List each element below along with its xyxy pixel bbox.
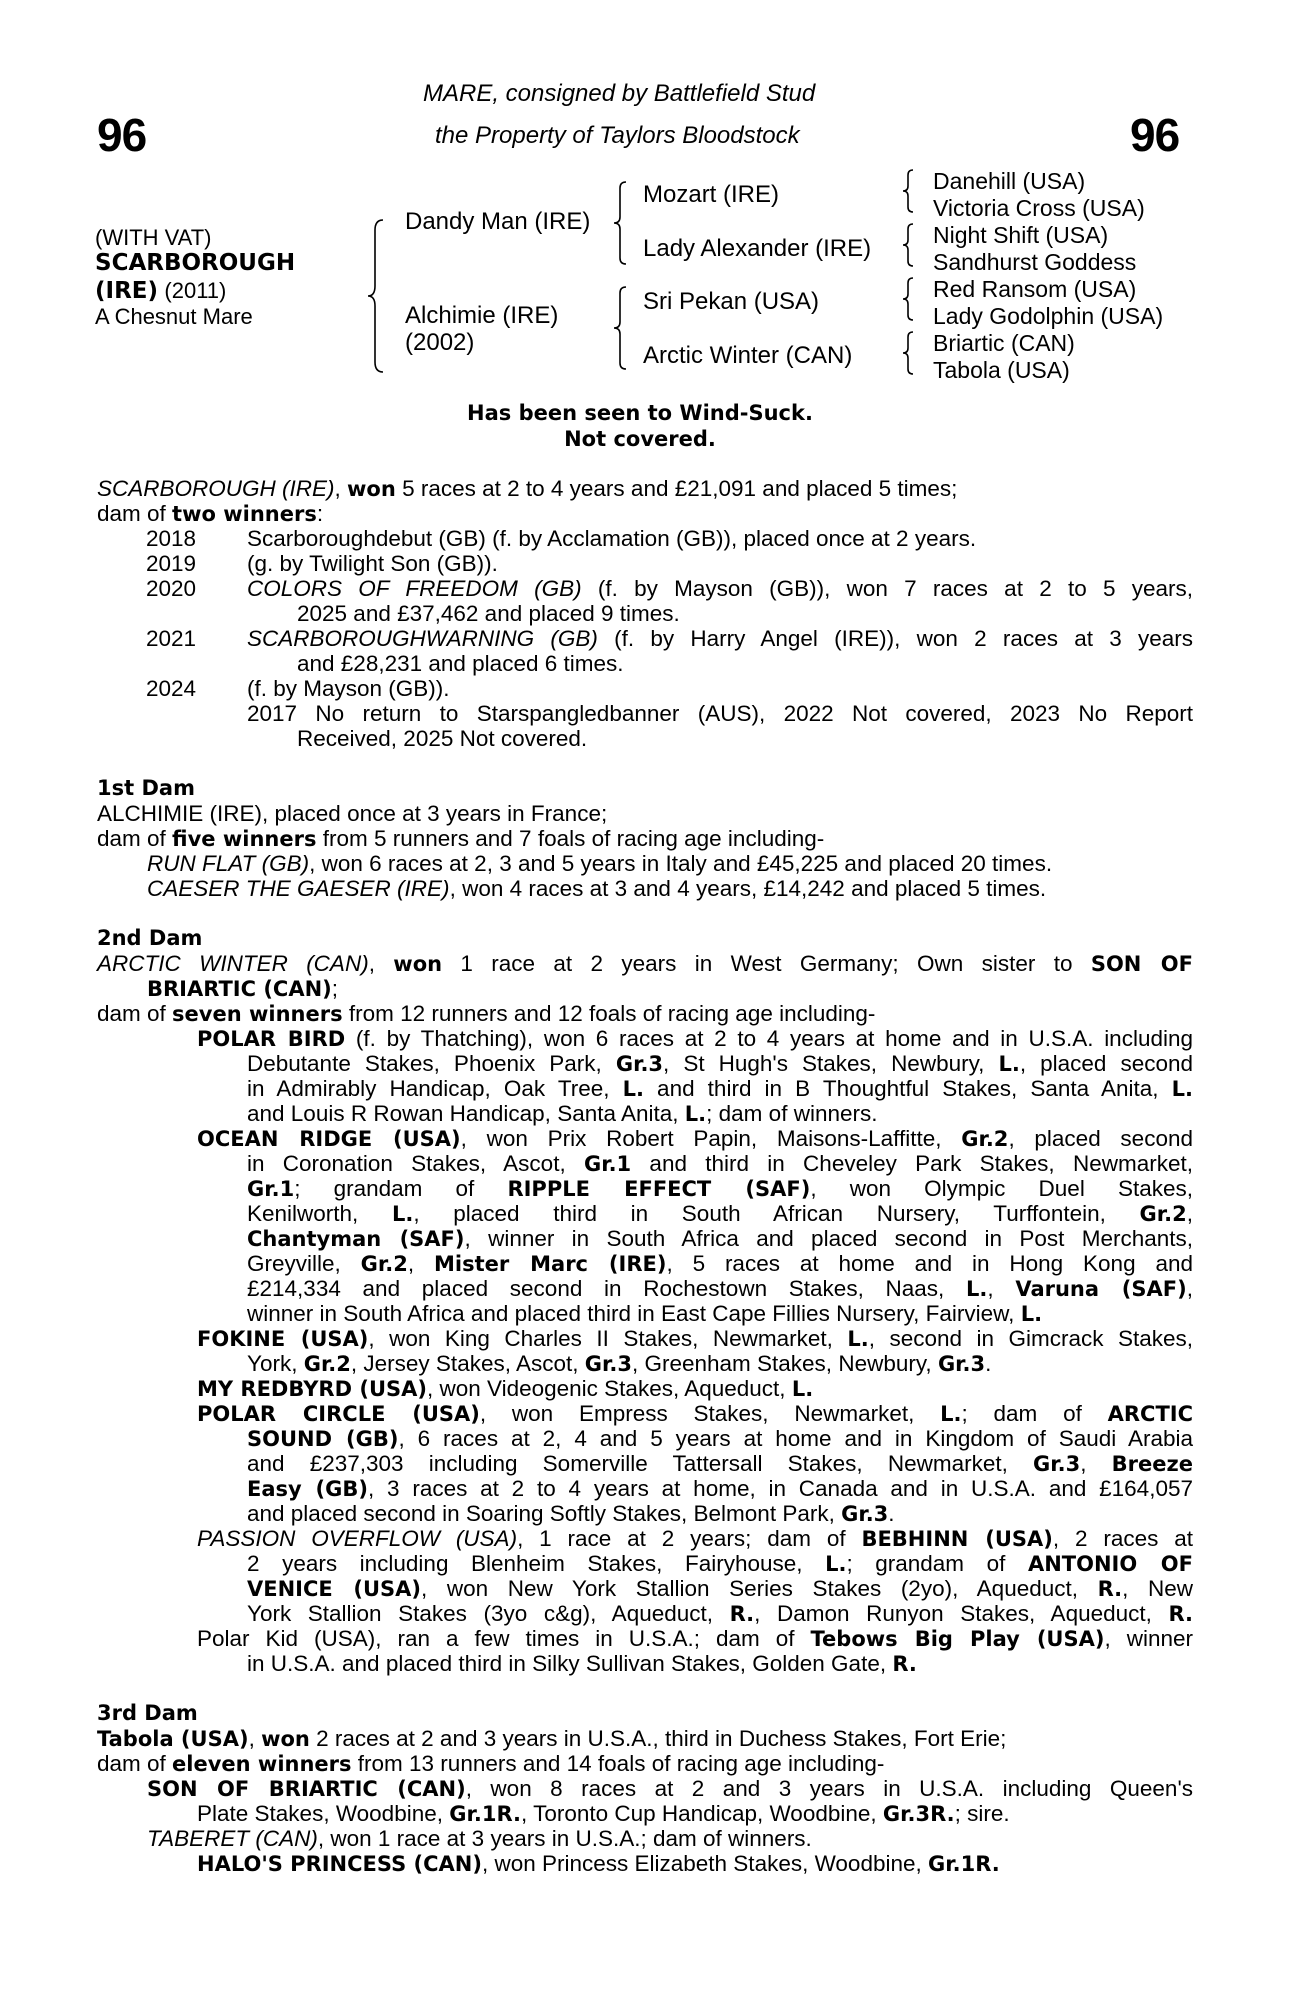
offspring-line — [247, 1201, 1193, 1227]
text: , — [334, 476, 348, 501]
text: , — [248, 1726, 262, 1751]
mare-dam-of — [97, 501, 1193, 527]
text: , — [1186, 1276, 1193, 1301]
produce-text — [247, 626, 1193, 651]
italic-text: TABERET (CAN) — [147, 1826, 318, 1851]
produce-note: 2017 No return to Starspangledbanner (AUS), 2022 Not covered, 2023 No Report — [247, 701, 1193, 726]
bold-text: L. — [825, 1552, 847, 1576]
bold-text: SOUND (GB) — [247, 1427, 399, 1451]
text: : — [316, 501, 324, 526]
pedigree-sire: Dandy Man (IRE) — [405, 208, 591, 235]
produce-name: SCARBOROUGHWARNING (GB) — [247, 626, 598, 651]
text: , placed second — [1019, 1051, 1194, 1076]
pedigree-dam: Alchimie (IRE) — [405, 302, 559, 329]
text: , Jersey Stakes, Ascot, — [350, 1351, 585, 1376]
pedigree-brace-g4-2 — [901, 222, 917, 268]
bold-text: OCEAN RIDGE (USA) — [197, 1127, 461, 1151]
offspring-line — [247, 1451, 1193, 1477]
produce-year: 2021 — [146, 626, 197, 651]
offspring-line — [247, 1601, 1193, 1627]
text: from 13 runners and 14 foals of racing age including- — [351, 1751, 885, 1776]
pedigree-brace-dam — [612, 285, 632, 371]
bold-text: POLAR CIRCLE (USA) — [197, 1402, 480, 1426]
text: , 5 races at home and in Hong Kong and — [666, 1251, 1193, 1276]
pedigree-gen4-7: Briartic (CAN) — [933, 330, 1075, 356]
text: 2 races at 2 and 3 years in U.S.A., third in Duchess Stakes, Fort Erie; — [309, 1726, 1007, 1751]
won-label: won — [393, 952, 443, 976]
text: , — [1186, 1201, 1193, 1226]
offspring-line — [247, 1476, 1193, 1502]
offspring-line — [247, 1576, 1193, 1602]
won-label: won — [347, 477, 396, 501]
offspring-line — [247, 1251, 1193, 1277]
offspring-line — [197, 1626, 1193, 1652]
text: Kenilworth, — [247, 1201, 392, 1226]
bold-text: R. — [729, 1602, 755, 1626]
text: in Admirably Handicap, Oak Tree, — [247, 1076, 623, 1101]
bold-text: Chantyman (SAF) — [247, 1227, 465, 1251]
text: , 3 races at 2 to 4 years at home, in Canada and in U.S.A. and £164,057 — [368, 1476, 1193, 1501]
text: dam of — [97, 1001, 173, 1026]
bold-text: Breeze — [1111, 1452, 1193, 1476]
text: Greyville, — [247, 1251, 361, 1276]
pedigree-brace-main — [365, 218, 389, 374]
text: ; dam of winners. — [706, 1101, 878, 1126]
lot-number-left: 96 — [97, 109, 147, 161]
warning-note — [390, 400, 890, 452]
text: , Damon Runyon Stakes, Aqueduct, — [754, 1601, 1169, 1626]
bold-text: Gr.3 — [937, 1352, 986, 1376]
text: ; grandam of — [294, 1176, 508, 1201]
warning-wind-suck: Has been seen to Wind-Suck. — [467, 401, 813, 425]
bold-text: Gr.2 — [303, 1352, 351, 1376]
bold-text: Gr.2 — [1139, 1202, 1187, 1226]
bold-text: Gr.1R. — [449, 1802, 521, 1826]
text: , Greenham Stakes, Newbury, — [631, 1351, 938, 1376]
text: dam of — [97, 501, 173, 526]
produce-year: 2019 — [146, 551, 197, 576]
winners-count: eleven winners — [172, 1752, 352, 1776]
offspring-line — [147, 1776, 1193, 1802]
offspring-line — [197, 1401, 1193, 1427]
bold-text: Gr.1 — [247, 1177, 295, 1201]
offspring-name: CAESER THE GAESER (IRE) — [147, 876, 450, 901]
pedigree-dam-year: (2002) — [405, 329, 475, 356]
bold-text: Gr.2 — [961, 1127, 1009, 1151]
bold-text: Easy (GB) — [247, 1477, 368, 1501]
offspring-line — [197, 1326, 1193, 1352]
text: , won 8 races at 2 and 3 years in U.S.A. including Queen's — [465, 1776, 1193, 1801]
text: , St Hugh's Stakes, Newbury, — [663, 1051, 999, 1076]
text: (f. by Thatching), won 6 races at 2 to 4 years at home and in U.S.A. including — [345, 1026, 1194, 1051]
bold-text: Gr.3 — [1033, 1452, 1081, 1476]
produce-text: Scarboroughdebut (GB) (f. by Acclamation (GB)), placed once at 2 years. — [247, 526, 977, 551]
text: 2 years including Blenheim Stakes, Fairyhouse, — [247, 1551, 826, 1576]
bold-text: L. — [1020, 1302, 1043, 1326]
dam-name: ARCTIC WINTER (CAN) — [97, 951, 369, 976]
horse-year: (2011) — [164, 278, 227, 303]
pedigree-gen3-3: Sri Pekan (USA) — [643, 288, 820, 315]
bold-text: L. — [940, 1402, 962, 1426]
text: winner in South Africa and placed third in East Cape Fillies Nursery, Fairview, — [247, 1301, 1021, 1326]
text: (f. by Harry Angel (IRE)), won 2 races at 3 years — [597, 626, 1193, 651]
text: Plate Stakes, Woodbine, — [197, 1801, 450, 1826]
offspring-line — [197, 1801, 1010, 1827]
text: , winner in South Africa and placed second in Post Merchants, — [464, 1226, 1193, 1251]
pedigree-gen3-4: Arctic Winter (CAN) — [643, 342, 853, 369]
bold-text: L. — [998, 1052, 1020, 1076]
text: , won Olympic Duel Stakes, — [810, 1176, 1193, 1201]
vat-label: (WITH VAT) — [95, 225, 212, 250]
third-dam-heading: 3rd Dam — [97, 1701, 198, 1725]
text: , — [407, 1251, 434, 1276]
lot-number-right: 96 — [1130, 109, 1180, 161]
text: , won Empress Stakes, Newmarket, — [479, 1401, 941, 1426]
text: , 6 races at 2, 4 and 5 years at home and in Kingdom of Saudi Arabia — [398, 1426, 1193, 1451]
text: Polar Kid (USA), ran a few times in U.S.A.; dam of — [197, 1626, 811, 1651]
produce-text: (g. by Twilight Son (GB)). — [247, 551, 498, 576]
first-dam-line: ALCHIMIE (IRE), placed once at 3 years in France; — [97, 801, 608, 826]
pedigree-gen4-5: Red Ransom (USA) — [933, 276, 1137, 302]
offspring-line — [197, 1851, 1000, 1877]
first-dam-offspring — [147, 876, 1046, 901]
bold-text: L. — [684, 1102, 707, 1126]
bold-text: L. — [791, 1377, 814, 1401]
third-dam-dam-of — [97, 1751, 1193, 1777]
second-dam-dam-of — [97, 1001, 1193, 1027]
horse-name: SCARBOROUGH — [95, 250, 296, 276]
offspring-line — [147, 1826, 812, 1851]
text: and placed second in Soaring Softly Stakes, Belmont Park, — [247, 1501, 842, 1526]
first-dam-offspring — [147, 851, 1052, 876]
text: , won Princess Elizabeth Stakes, Woodbine, — [481, 1851, 929, 1876]
property-line: the Property of Taylors Bloodstock — [435, 122, 800, 149]
offspring-line — [197, 1126, 1193, 1152]
pedigree-brace-g4-4 — [901, 330, 917, 376]
bold-text: RIPPLE EFFECT (SAF) — [507, 1177, 811, 1201]
text: ; grandam of — [846, 1551, 1028, 1576]
bold-text: Gr.1 — [583, 1152, 632, 1176]
produce-year: 2024 — [146, 676, 197, 701]
text: Debutante Stakes, Phoenix Park, — [247, 1051, 616, 1076]
text: York, — [247, 1351, 304, 1376]
text: ; — [331, 976, 339, 1001]
text: and £237,303 including Somerville Tattersall Stakes, Newmarket, — [247, 1451, 1034, 1476]
text: ; sire. — [954, 1801, 1010, 1826]
winners-count: seven winners — [172, 1002, 343, 1026]
horse-country: (IRE) — [95, 278, 159, 304]
text: , won New York Stallion Series Stakes (2yo), Aqueduct, — [421, 1576, 1098, 1601]
text: ; dam of — [961, 1401, 1108, 1426]
bold-text: VENICE (USA) — [247, 1577, 422, 1601]
offspring-line — [247, 1551, 1193, 1577]
pedigree-brace-g4-3 — [901, 276, 917, 322]
text: £214,334 and placed second in Rochestown Stakes, Naas, — [247, 1276, 967, 1301]
produce-year: 2020 — [146, 576, 197, 601]
text: dam of — [97, 826, 173, 851]
text: , New — [1122, 1576, 1193, 1601]
bold-text: R. — [892, 1652, 917, 1676]
bold-text: POLAR BIRD — [197, 1027, 346, 1051]
bold-text: MY REDBYRD (USA) — [197, 1377, 427, 1401]
pedigree-brace-g4-1 — [901, 168, 917, 214]
won-label: won — [261, 1727, 310, 1751]
bold-text: Varuna (SAF) — [1015, 1277, 1187, 1301]
sibling-name: SON OF — [1090, 952, 1193, 976]
offspring-line — [247, 1176, 1193, 1202]
text: , won Prix Robert Papin, Maisons-Laffitte, — [460, 1126, 962, 1151]
first-dam-heading: 1st Dam — [97, 776, 195, 800]
pedigree-gen4-3: Night Shift (USA) — [933, 222, 1109, 248]
sibling-name: BRIARTIC (CAN) — [147, 977, 332, 1001]
italic-text: PASSION OVERFLOW (USA) — [197, 1526, 518, 1551]
text: , won 1 race at 3 years in U.S.A.; dam of winners. — [317, 1826, 812, 1851]
text: , won 6 races at 2, 3 and 5 years in Italy and £45,225 and placed 20 times. — [309, 851, 1053, 876]
second-dam-heading: 2nd Dam — [97, 926, 203, 950]
text: from 12 runners and 12 foals of racing age including- — [342, 1001, 876, 1026]
produce-name: COLORS OF FREEDOM (GB) — [247, 576, 582, 601]
offspring-name: RUN FLAT (GB) — [147, 851, 310, 876]
produce-text-cont: and £28,231 and placed 6 times. — [297, 651, 624, 676]
second-dam-line — [97, 951, 1193, 977]
text: , placed third in South African Nursery, Turffontein, — [413, 1201, 1140, 1226]
text: 1 race at 2 years in West Germany; Own sister to — [442, 951, 1091, 976]
bold-text: ARCTIC — [1107, 1402, 1194, 1426]
text: , Toronto Cup Handicap, Woodbine, — [520, 1801, 883, 1826]
text: and Louis R Rowan Handicap, Santa Anita, — [247, 1101, 685, 1126]
pedigree-gen4-4: Sandhurst Goddess — [933, 249, 1137, 275]
produce-note-cont: Received, 2025 Not covered. — [297, 726, 588, 751]
text: . — [888, 1501, 895, 1526]
text: , won King Charles II Stakes, Newmarket, — [368, 1326, 848, 1351]
text: , 2 races at — [1052, 1526, 1193, 1551]
offspring-line — [247, 1426, 1193, 1452]
horse-name-suffix — [95, 277, 226, 304]
produce-year: 2018 — [146, 526, 197, 551]
text: 5 races at 2 to 4 years and £21,091 and placed 5 times; — [395, 476, 958, 501]
text: , won 4 races at 3 and 4 years, £14,242 and placed 5 times. — [449, 876, 1047, 901]
bold-text: Gr.3 — [615, 1052, 664, 1076]
text: York Stallion Stakes (3yo c&g), Aqueduct, — [247, 1601, 730, 1626]
pedigree-gen4-2: Victoria Cross (USA) — [933, 195, 1145, 221]
produce-text — [247, 576, 1193, 601]
mare-name: SCARBOROUGH (IRE) — [97, 476, 335, 501]
offspring-line — [247, 1501, 895, 1527]
bold-text: Mister Marc (IRE) — [433, 1252, 667, 1276]
text: , — [987, 1276, 1016, 1301]
bold-text: R. — [1097, 1577, 1123, 1601]
pedigree-gen3-1: Mozart (IRE) — [643, 181, 780, 208]
pedigree-gen4-6: Lady Godolphin (USA) — [933, 303, 1164, 329]
offspring-line — [247, 1651, 917, 1677]
consignor-line: MARE, consigned by Battlefield Stud — [423, 80, 816, 107]
first-dam-dam-of — [97, 826, 1193, 852]
offspring-line — [197, 1026, 1193, 1052]
pedigree-gen3-2: Lady Alexander (IRE) — [643, 235, 872, 262]
bold-text: HALO'S PRINCESS (CAN) — [197, 1852, 482, 1876]
bold-text: Tebows Big Play (USA) — [810, 1627, 1105, 1651]
bold-text: Gr.1R. — [928, 1852, 1000, 1876]
text: . — [985, 1351, 992, 1376]
horse-description: A Chesnut Mare — [95, 304, 253, 329]
winners-count: five winners — [172, 827, 317, 851]
text: , placed second — [1008, 1126, 1193, 1151]
bold-text: SON OF BRIARTIC (CAN) — [147, 1777, 466, 1801]
bold-text: ANTONIO OF — [1027, 1552, 1193, 1576]
bold-text: L. — [966, 1277, 988, 1301]
winners-count: two winners — [172, 502, 317, 526]
text: , won Videogenic Stakes, Aqueduct, — [426, 1376, 792, 1401]
pedigree-brace-sire — [612, 180, 632, 266]
offspring-line — [247, 1351, 991, 1377]
offspring-line — [247, 1101, 877, 1127]
warning-not-covered: Not covered. — [564, 427, 716, 451]
bold-text: L. — [1171, 1077, 1194, 1101]
second-dam-line-cont — [147, 976, 338, 1002]
bold-text: Gr.3R. — [882, 1802, 955, 1826]
bold-text: Gr.2 — [360, 1252, 408, 1276]
offspring-line — [197, 1526, 1193, 1552]
bold-text: L. — [391, 1202, 414, 1226]
produce-text: (f. by Mayson (GB)). — [247, 676, 450, 701]
bold-text: R. — [1168, 1602, 1194, 1626]
offspring-line — [247, 1226, 1193, 1252]
dam-name: Tabola (USA) — [97, 1727, 249, 1751]
text: (f. by Mayson (GB)), won 7 races at 2 to 5 years, — [581, 576, 1194, 601]
bold-text: L. — [847, 1327, 869, 1351]
offspring-line — [247, 1051, 1193, 1077]
text: , — [1080, 1451, 1112, 1476]
text: and third in Cheveley Park Stakes, Newmarket, — [631, 1151, 1193, 1176]
text: , — [368, 951, 394, 976]
text: and third in B Thoughtful Stakes, Santa Anita, — [643, 1076, 1172, 1101]
text: , 1 race at 2 years; dam of — [517, 1526, 862, 1551]
bold-text: BEBHINN (USA) — [861, 1527, 1053, 1551]
offspring-line — [247, 1276, 1193, 1302]
offspring-line — [247, 1151, 1193, 1177]
bold-text: Gr.3 — [584, 1352, 632, 1376]
offspring-line — [197, 1376, 813, 1402]
pedigree-gen4-8: Tabola (USA) — [933, 357, 1070, 383]
bold-text: L. — [622, 1077, 644, 1101]
text: , second in Gimcrack Stakes, — [868, 1326, 1193, 1351]
produce-text-cont: 2025 and £37,462 and placed 9 times. — [297, 601, 680, 626]
text: , winner — [1104, 1626, 1193, 1651]
bold-text: FOKINE (USA) — [197, 1327, 369, 1351]
pedigree-gen4-1: Danehill (USA) — [933, 168, 1086, 194]
third-dam-line — [97, 1726, 1193, 1752]
text: from 5 runners and 7 foals of racing age including- — [316, 826, 825, 851]
text: in U.S.A. and placed third in Silky Sullivan Stakes, Golden Gate, — [247, 1651, 893, 1676]
offspring-line — [247, 1076, 1193, 1102]
text: dam of — [97, 1751, 173, 1776]
bold-text: Gr.3 — [841, 1502, 889, 1526]
text: in Coronation Stakes, Ascot, — [247, 1151, 584, 1176]
offspring-line — [247, 1301, 1042, 1327]
mare-summary — [97, 476, 1193, 502]
